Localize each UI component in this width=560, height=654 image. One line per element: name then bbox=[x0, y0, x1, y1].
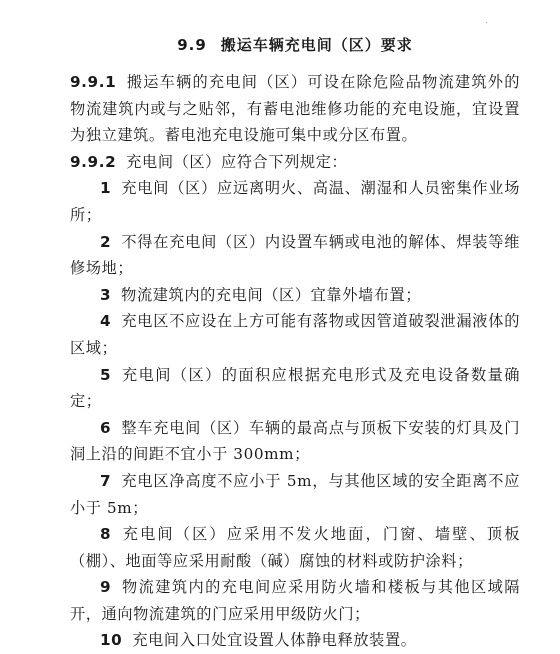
item-number: 3 bbox=[100, 285, 112, 304]
section-number: 9.9 bbox=[177, 36, 207, 54]
item-text: 不得在充电间（区）内设置车辆或电池的解体、焊装等维修场地； bbox=[70, 232, 520, 278]
list-item bbox=[70, 282, 520, 309]
item-text: 充电间（区）的面积应根据充电形式及充电设备数量确定； bbox=[70, 365, 520, 411]
list-item bbox=[70, 362, 520, 415]
item-number: 10 bbox=[100, 631, 123, 650]
item-number: 4 bbox=[100, 312, 112, 331]
clause-items-list bbox=[70, 175, 520, 654]
list-item bbox=[70, 415, 520, 468]
item-number: 9 bbox=[100, 578, 112, 597]
list-item bbox=[70, 468, 520, 521]
section-heading bbox=[70, 34, 520, 55]
item-text: 整车充电间（区）车辆的最高点与顶板下安装的灯具及门洞上沿的间距不宜小于 300mm； bbox=[70, 418, 520, 464]
item-number: 7 bbox=[100, 471, 112, 490]
item-number: 2 bbox=[100, 232, 112, 251]
list-item bbox=[70, 229, 520, 282]
clause-9-9-1 bbox=[70, 69, 520, 149]
item-text: 充电区净高度不应小于 5m，与其他区域的安全距离不应小于 5m； bbox=[70, 471, 520, 517]
item-text: 充电区不应设在上方可能有落物或因管道破裂泄漏液体的区域； bbox=[70, 312, 520, 357]
list-item bbox=[70, 521, 520, 574]
clause-text: 搬运车辆的充电间（区）可设在除危险品物流建筑外的物流建筑内或与之贴邻，有蓄电池维修功能的充电设施，宜设置为独立建筑。蓄电池充电设施可集中或分区布置。 bbox=[70, 73, 520, 145]
item-text: 充电间（区）应远离明火、高温、潮湿和人员密集作业场所； bbox=[70, 179, 520, 224]
item-text: 充电间（区）应采用不发火地面，门窗、墙壁、顶板（棚）、地面等应采用耐酸（碱）腐蚀的材料或防护涂料； bbox=[70, 525, 520, 570]
clause-9-9-2 bbox=[70, 149, 520, 176]
section-title: 搬运车辆充电间（区）要求 bbox=[220, 36, 413, 54]
list-item bbox=[70, 627, 520, 654]
clause-number: 9.9.1 bbox=[70, 73, 117, 91]
scan-speck bbox=[486, 22, 487, 23]
item-text: 充电间入口处宜设置人体静电释放装置。 bbox=[132, 631, 417, 650]
item-number: 5 bbox=[100, 365, 112, 384]
item-number: 8 bbox=[100, 525, 112, 544]
clause-text: 充电间（区）应符合下列规定： bbox=[126, 152, 348, 171]
document-page bbox=[70, 34, 520, 654]
item-text: 物流建筑内的充电间应采用防火墙和楼板与其他区域隔开，通向物流建筑的门应采用甲级防火门； bbox=[70, 578, 520, 623]
list-item bbox=[70, 574, 520, 627]
item-number: 6 bbox=[100, 418, 112, 437]
list-item bbox=[70, 308, 520, 361]
clause-number: 9.9.2 bbox=[70, 152, 117, 171]
item-text: 物流建筑内的充电间（区）宜靠外墙布置； bbox=[121, 285, 422, 304]
list-item bbox=[70, 175, 520, 228]
item-number: 1 bbox=[100, 179, 112, 198]
